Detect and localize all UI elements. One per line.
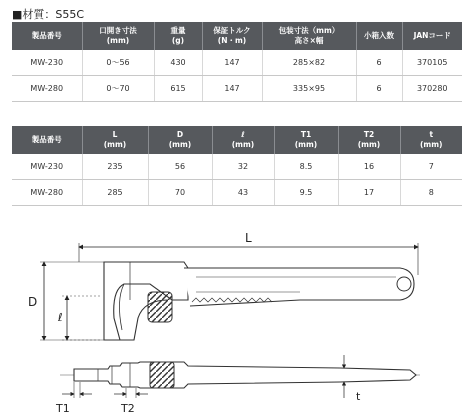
cell-jan: 370280	[402, 76, 462, 102]
cell-T1: 9.5	[274, 180, 338, 206]
cell-t: 8	[400, 180, 462, 206]
wrench-plan-view	[60, 362, 420, 388]
cell-D: 56	[148, 154, 212, 180]
cell-model: MW-230	[12, 154, 82, 180]
cell-box-qty: 6	[356, 50, 402, 76]
dimension-l	[57, 296, 100, 340]
cell-t: 7	[400, 154, 462, 180]
material-label: ■材質：S55C	[12, 8, 85, 21]
header-cell: 小箱入数	[356, 22, 402, 50]
label-D: D	[28, 295, 38, 309]
header-cell: D (mm)	[148, 126, 212, 154]
cell-weight: 615	[154, 76, 202, 102]
cell-l: 32	[212, 154, 274, 180]
header-cell: 重量 (g)	[154, 22, 202, 50]
cell-l: 43	[212, 180, 274, 206]
header-cell: L (mm)	[82, 126, 148, 154]
header-cell: t (mm)	[400, 126, 462, 154]
header-cell: 包装寸法（mm） 高さ×幅	[262, 22, 356, 50]
dimension-D	[28, 262, 104, 340]
cell-package: 335×95	[262, 76, 356, 102]
cell-torque: 147	[202, 50, 262, 76]
dimension-T1	[55, 382, 92, 415]
cell-L: 285	[82, 180, 148, 206]
cell-T1: 8.5	[274, 154, 338, 180]
cell-jan: 370105	[402, 50, 462, 76]
header-cell: T1 (mm)	[274, 126, 338, 154]
label-L: L	[245, 231, 252, 245]
header-cell: 保証トルク (N・m)	[202, 22, 262, 50]
label-l: ℓ	[58, 311, 63, 324]
cell-model: MW-280	[12, 76, 82, 102]
cell-T2: 16	[338, 154, 400, 180]
label-t: t	[356, 390, 361, 403]
dimension-T2	[114, 388, 148, 415]
cell-opening: 0〜56	[82, 50, 154, 76]
cell-torque: 147	[202, 76, 262, 102]
label-T2: T2	[121, 402, 135, 415]
cell-model: MW-280	[12, 180, 82, 206]
wrench-side-view	[104, 262, 414, 340]
cell-T2: 17	[338, 180, 400, 206]
cell-package: 285×82	[262, 50, 356, 76]
cell-L: 235	[82, 154, 148, 180]
cell-opening: 0〜70	[82, 76, 154, 102]
header-cell: 製品番号	[12, 126, 82, 154]
header-cell: T2 (mm)	[338, 126, 400, 154]
cell-D: 70	[148, 180, 212, 206]
header-cell: 口開き寸法 (mm)	[82, 22, 154, 50]
header-cell: 製品番号	[12, 22, 82, 50]
label-T1: T1	[56, 402, 70, 415]
cell-model: MW-230	[12, 50, 82, 76]
cell-box-qty: 6	[356, 76, 402, 102]
header-cell: JANコード	[402, 22, 462, 50]
cell-weight: 430	[154, 50, 202, 76]
header-cell: ℓ (mm)	[212, 126, 274, 154]
